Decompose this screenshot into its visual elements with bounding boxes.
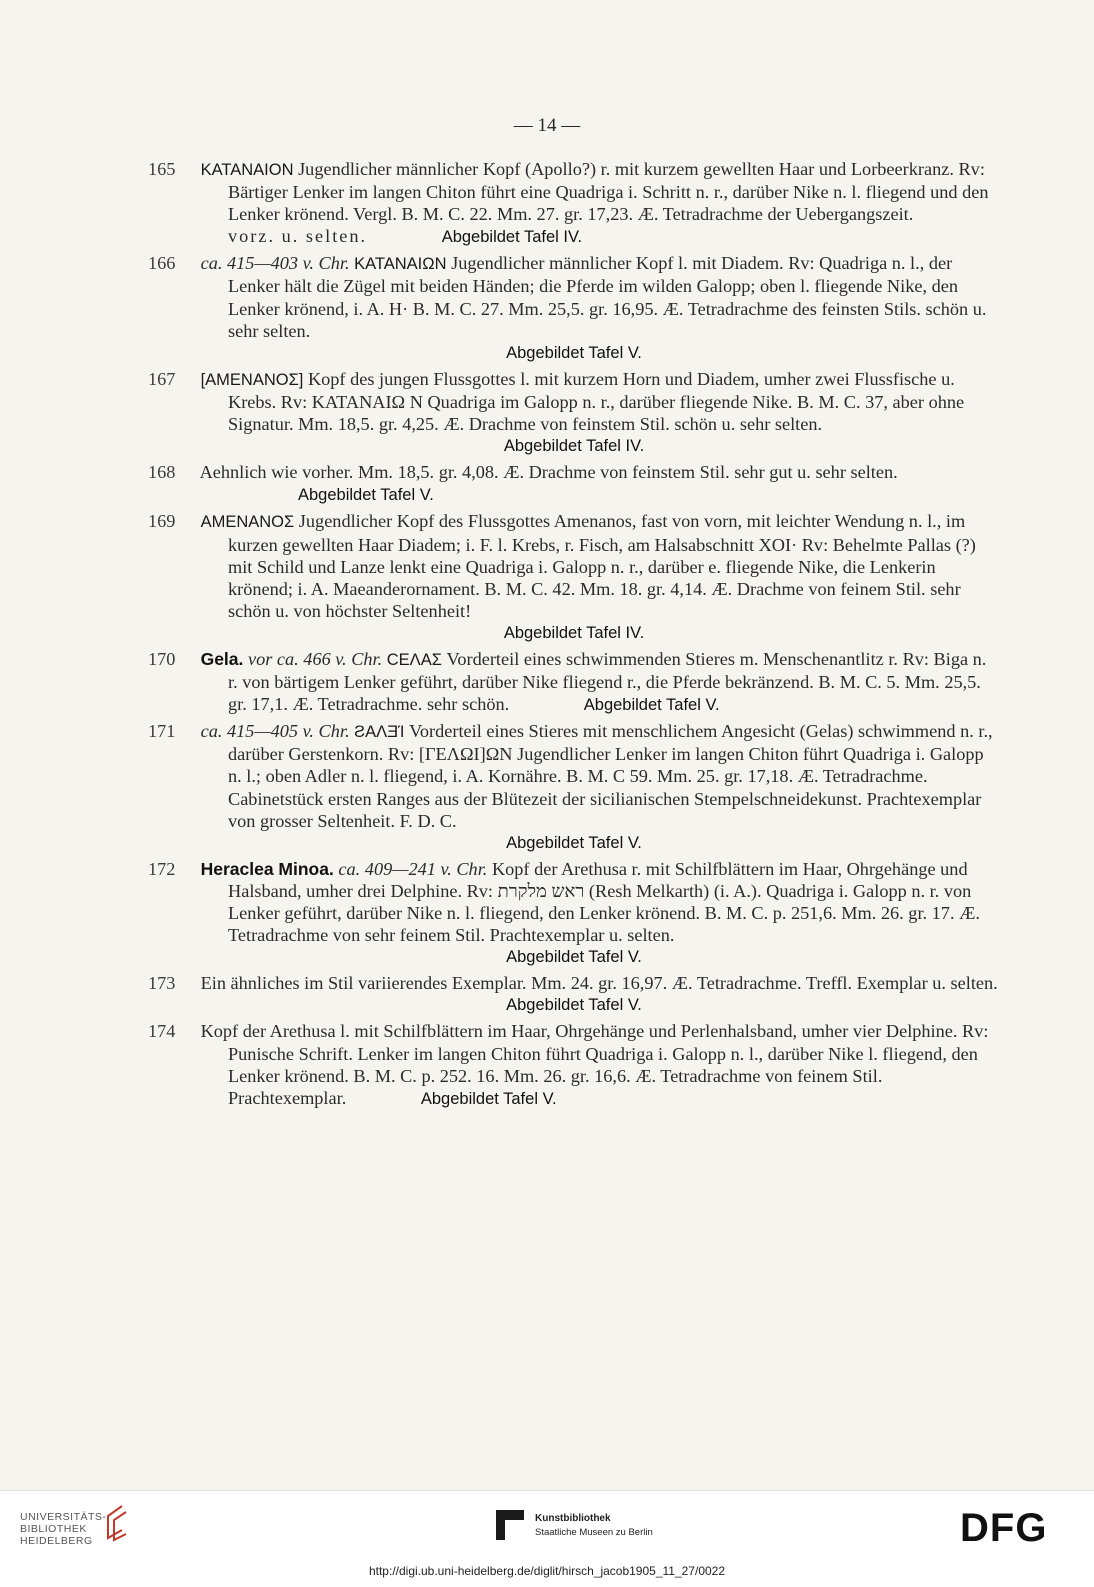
mint-place: Heraclea Minoa. bbox=[200, 858, 334, 879]
catalogue-entry-171 bbox=[148, 720, 1000, 854]
coin-legend: KATANAION bbox=[200, 161, 294, 179]
heidelberg-library-label bbox=[20, 1511, 106, 1547]
entry-description: Kopf der Arethusa l. mit Schilfblättern im Haar, Ohrgehänge und Perlenhalsband, umher vier Delphine. Rv: Punische Schrift. Lenker im langen Chiton führt Quadriga i. Galopp n. l., darüber Nike l. fliegend, den Lenker krönend. B. M. C. p. 252. 16. Mm. 26. gr. 16,6. Æ. Tetradrachme von feinem Stil. Prachtexemplar. bbox=[200, 1021, 989, 1108]
entry-description: Jugendlicher männlicher Kopf (Apollo?) r. mit kurzem gewellten Haar und Lorbeerkranz. Rv: Bärtiger Lenker im langen Chiton führt eine Quadriga i. Schritt n. r., darüber Nike n. l. fliegend und den Lenker krönend. Vergl. B. M. C. 22. Mm. 27. gr. 17,23. Æ. Tetradrachme der Uebergangszeit. bbox=[228, 159, 989, 225]
heidelberg-library-logo-icon bbox=[100, 1504, 128, 1542]
kunstbibliothek-subtitle: Staatliche Museen zu Berlin bbox=[535, 1527, 653, 1538]
catalogue-entry-173 bbox=[148, 972, 1000, 1016]
plate-reference: Abgebildet Tafel V. bbox=[298, 486, 434, 505]
entry-number: 174 bbox=[148, 1021, 176, 1042]
entry-rating: vorz. u. selten. bbox=[228, 226, 368, 247]
entry-number: 170 bbox=[148, 648, 176, 669]
catalogue-entry-169 bbox=[148, 510, 1000, 644]
entry-date: ca. 415—405 v. Chr. bbox=[200, 721, 350, 742]
mint-place: Gela. bbox=[200, 648, 244, 669]
digitization-footer bbox=[0, 1490, 1094, 1587]
kunstbibliothek-name: Kunstbibliothek bbox=[535, 1513, 611, 1524]
catalogue-entry-168 bbox=[148, 461, 1000, 506]
entry-date: ca. 415—403 v. Chr. bbox=[200, 253, 350, 274]
plate-reference: Abgebildet Tafel V. bbox=[506, 833, 642, 852]
entry-number: 167 bbox=[148, 368, 176, 389]
plate-reference: Abgebildet Tafel IV. bbox=[503, 437, 645, 456]
entry-number: 172 bbox=[148, 858, 176, 879]
plate-reference: Abgebildet Tafel IV. bbox=[441, 228, 583, 247]
kunstbibliothek-logo-icon bbox=[496, 1510, 524, 1540]
entry-date: vor ca. 466 v. Chr. bbox=[247, 648, 383, 669]
entry-description: Kopf des jungen Flussgottes l. mit kurzem Horn und Diadem, umher zwei Flussfische u. Krebs. Rv: KATANAIΩ N Quadriga im Galopp n. r., darüber fliegende Nike. B. M. C. 37, aber ohne Signatur. Mm. 18,5. gr. 4,25. Æ. Drachme von feinstem Stil. schön u. sehr selten. bbox=[228, 368, 965, 435]
kunstbibliothek-label bbox=[535, 1512, 653, 1540]
library-name-line: HEIDELBERG bbox=[20, 1535, 93, 1547]
entry-date: ca. 409—241 v. Chr. bbox=[338, 858, 488, 879]
entry-number: 171 bbox=[148, 721, 176, 742]
dfg-logo: DFG bbox=[960, 1506, 1048, 1550]
plate-reference: Abgebildet Tafel V. bbox=[420, 1089, 557, 1108]
plate-reference: Abgebildet Tafel V. bbox=[583, 696, 720, 715]
coin-legend: ƧAΛƎΊ bbox=[354, 723, 405, 742]
plate-reference: Abgebildet Tafel V. bbox=[506, 343, 642, 362]
catalogue-entry-170 bbox=[148, 648, 1000, 716]
coin-legend: KATANAIΩN bbox=[354, 255, 447, 274]
catalogue-entry-172 bbox=[148, 858, 1000, 968]
catalogue-entry-167 bbox=[148, 368, 1000, 457]
entry-number: 165 bbox=[148, 159, 176, 179]
source-url-link[interactable]: http://digi.ub.uni-heidelberg.de/diglit/hirsch_jacob1905_11_27/0022 bbox=[368, 1564, 726, 1578]
plate-reference: Abgebildet Tafel IV. bbox=[503, 623, 645, 642]
catalogue-entries bbox=[148, 158, 1000, 1114]
page-number: — 14 — bbox=[513, 115, 581, 136]
entry-description: Vorderteil eines schwimmenden Stieres m. Menschenantlitz r. Rv: Biga n. r. von bärtigem Lenker geführt, darüber Nike fliegend r., die Pferde bekränzend. B. M. C. 5. Mm. 25,5. gr. 17,1. Æ. Tetradrachme. bbox=[228, 648, 987, 715]
entry-description: Aehnlich wie vorher. Mm. 18,5. gr. 4,08. Æ. Drachme von feinstem Stil. sehr gut u. sehr selten. bbox=[199, 462, 898, 483]
catalogue-entry-165 bbox=[148, 158, 1000, 248]
entry-description: Jugendlicher männlicher Kopf l. mit Diadem. Rv: Quadriga n. l., der Lenker hält die Zügel mit beiden Händen; die Pferde im wilden Galopp; oben l. fliegende Nike, den Lenker krönend, i. A. H· B. M. C. 27. Mm. 25,5. gr. 16,95. Æ. Tetradrachme des feinsten Stils. schön u. sehr selten. bbox=[228, 253, 987, 341]
entry-number: 166 bbox=[148, 253, 176, 274]
entry-number: 173 bbox=[148, 973, 176, 994]
library-name-line: UNIVERSITÄTS- bbox=[20, 1511, 107, 1523]
coin-legend: AMENANOΣ bbox=[200, 513, 295, 532]
catalogue-entry-166 bbox=[148, 252, 1000, 363]
coin-legend: [AMENANOΣ] bbox=[200, 370, 304, 389]
entry-description: Kopf der Arethusa r. mit Schilfblättern im Haar, Ohrgehänge und Halsband, umher drei Delphine. Rv: ראש מלקרת (Resh Melkarth) (i. A.). Quadriga i. Galopp n. r. von Lenker geführt, darüber Nike n. l. fliegend, den Lenker krönend. B. M. C. p. 251,6. Mm. 26. gr. 17. Æ. Tetradrachme von sehr feinem Stil. Prachtexemplar u. selten. bbox=[228, 858, 980, 946]
plate-reference: Abgebildet Tafel V. bbox=[506, 996, 642, 1015]
entry-rating: sehr schön. bbox=[426, 694, 510, 715]
entry-description: Vorderteil eines Stieres mit menschlichem Angesicht (Gelas) schwimmend n. r., darüber Gerstenkorn. Rv: [ΓEΛΩI]ΩN Jugendlicher Lenker im langen Chiton führt Quadriga i. Galopp n. l.; oben Adler n. l. fliegend, i. A. Kornähre. B. M. C 59. Mm. 25. gr. 17,18. Æ. Tetradrachme. Cabinetstück ersten Ranges aus der Blütezeit der sicilianischen Stempelschneidekunst. Prachtexemplar von grosser Seltenheit. F. D. C. bbox=[228, 721, 993, 831]
entry-number: 169 bbox=[148, 511, 176, 532]
coin-legend: CEΛAΣ bbox=[386, 650, 442, 669]
entry-description: Jugendlicher Kopf des Flussgottes Amenanos, fast von vorn, mit leichter Wendung n. l., im kurzen gewellten Haar Diadem; i. F. l. Krebs, r. Fisch, am Halsabschnitt XOI· Rv: Behelmte Pallas (?) mit Schild und Lanze lenkt eine Quadriga i. Galopp n. r., darüber e. fliegende Nike, die Lenkerin krönend; i. A. Maeanderornament. B. M. C. 42. Mm. 18. gr. 4,14. Æ. Drachme von feinem Stil. sehr schön u. von höchster Seltenheit! bbox=[228, 511, 976, 621]
plate-reference: Abgebildet Tafel V. bbox=[506, 948, 642, 967]
entry-number: 168 bbox=[148, 462, 176, 483]
library-name-line: BIBLIOTHEK bbox=[20, 1523, 87, 1535]
catalogue-entry-174 bbox=[148, 1020, 1000, 1109]
entry-description: Ein ähnliches im Stil variierendes Exemplar. Mm. 24. gr. 16,97. Æ. Tetradrachme. Treffl. Exemplar u. selten. bbox=[200, 973, 998, 994]
